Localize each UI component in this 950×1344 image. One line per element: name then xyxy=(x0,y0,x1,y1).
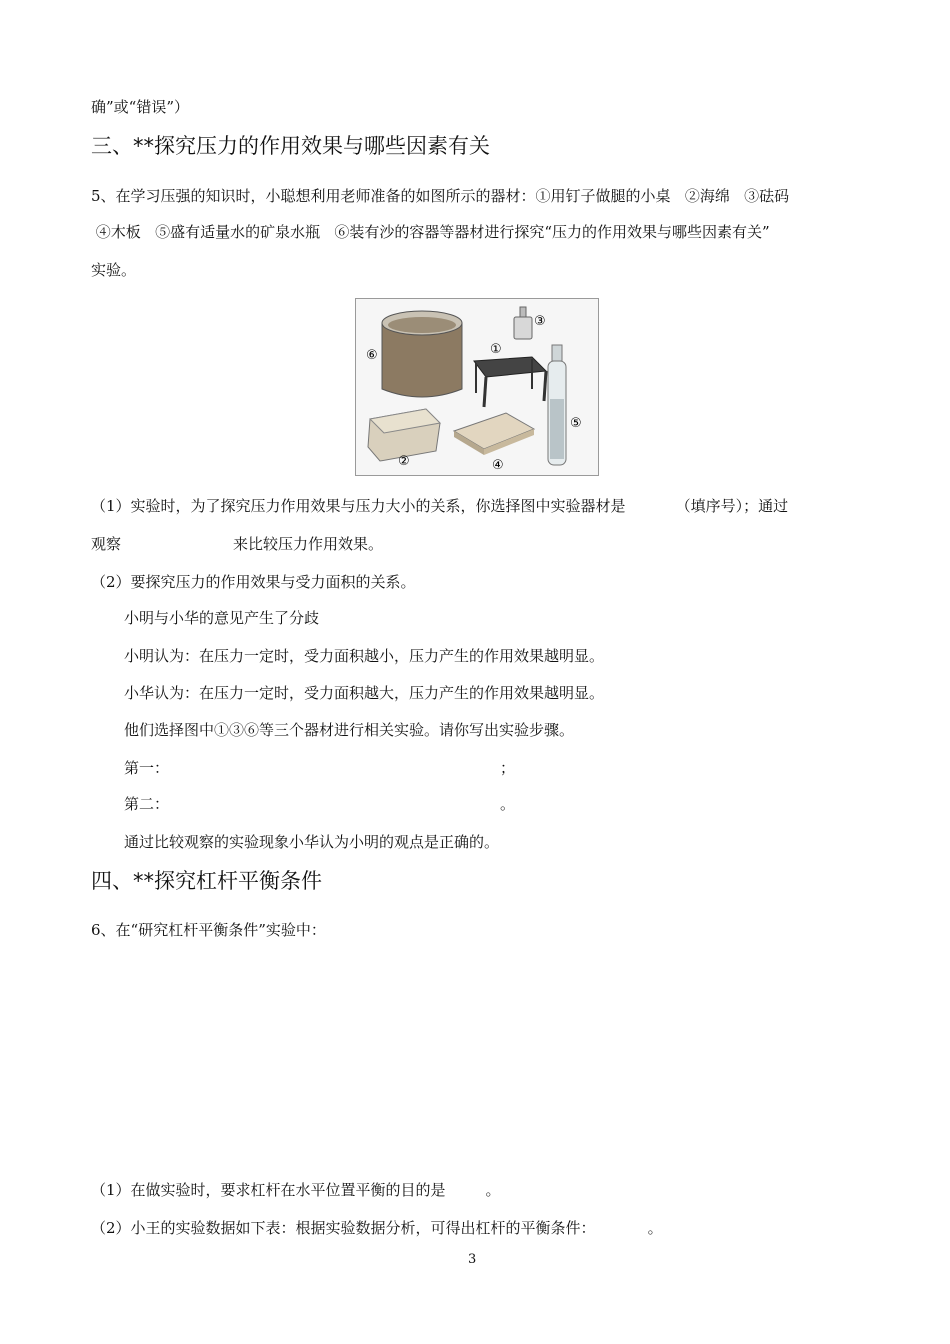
equipment-figure xyxy=(355,298,599,476)
step2-label: 第二： xyxy=(124,795,170,813)
p1-line1 xyxy=(91,496,788,516)
figure-label-3: ③ xyxy=(534,314,546,329)
section3-heading: 三、**探究压力的作用效果与哪些因素有关 xyxy=(91,134,490,158)
figure-label-4: ④ xyxy=(492,458,504,473)
q6-p2-end: 。 xyxy=(647,1219,663,1237)
step1-end: ； xyxy=(500,759,516,777)
q6-p1-end: 。 xyxy=(485,1181,501,1199)
figure-label-2: ② xyxy=(398,454,410,469)
q6-p2-text: （2）小王的实验数据如下表：根据实验数据分析，可得出杠杆的平衡条件： xyxy=(91,1219,596,1237)
figure-label-6: ⑥ xyxy=(366,348,378,363)
step2-end: 。 xyxy=(500,795,516,813)
q6-p1 xyxy=(91,1180,501,1200)
wooden-board-icon xyxy=(454,413,534,455)
section4-heading: 四、**探究杠杆平衡条件 xyxy=(91,869,322,893)
p2-line8: 通过比较观察的实验现象小华认为小明的观点是正确的。 xyxy=(124,833,500,851)
p1-line2-suffix: 来比较压力作用效果。 xyxy=(233,535,384,553)
p2-line1: （2）要探究压力的作用效果与受力面积的关系。 xyxy=(91,573,416,591)
p1-line1-text: （1）实验时，为了探究压力作用效果与压力大小的关系，你选择图中实验器材是 xyxy=(91,497,626,515)
q5-line3: 实验。 xyxy=(91,261,137,279)
p2-line3: 小明认为：在压力一定时，受力面积越小，压力产生的作用效果越明显。 xyxy=(124,647,605,665)
step1-label: 第一： xyxy=(124,759,170,777)
q5-line2: ④木板 ⑤盛有适量水的矿泉水瓶 ⑥装有沙的容器等器材进行探究“压力的作用效果与哪些因素有关” xyxy=(91,223,770,241)
q6-intro: 6、在“研究杠杆平衡条件”实验中： xyxy=(91,921,326,939)
weight-icon xyxy=(514,307,532,339)
p1-line1-suffix: （填序号）；通过 xyxy=(675,497,789,515)
equipment-illustration xyxy=(356,299,598,475)
small-table-icon xyxy=(474,357,546,407)
page-number: 3 xyxy=(468,1252,477,1267)
text-line-top: 确”或“错误”） xyxy=(91,98,190,116)
p1-line2 xyxy=(91,534,383,554)
figure-label-5: ⑤ xyxy=(570,416,582,431)
water-bottle-icon xyxy=(548,345,566,465)
p2-line4: 小华认为：在压力一定时，受力面积越大，压力产生的作用效果越明显。 xyxy=(124,684,605,702)
p1-line2-text: 观察 xyxy=(91,535,122,553)
p2-line5: 他们选择图中①③⑥等三个器材进行相关实验。请你写出实验步骤。 xyxy=(124,721,575,739)
q5-line1: 5、在学习压强的知识时，小聪想利用老师准备的如图所示的器材：①用钉子做腿的小桌 ②海绵 ③砝码 xyxy=(91,187,790,205)
q6-p2 xyxy=(91,1218,663,1238)
p2-line2: 小明与小华的意见产生了分歧 xyxy=(124,609,320,627)
sand-container-icon xyxy=(382,311,462,397)
q6-p1-text: （1）在做实验时，要求杠杆在水平位置平衡的目的是 xyxy=(91,1181,446,1199)
figure-label-1: ① xyxy=(490,342,502,357)
